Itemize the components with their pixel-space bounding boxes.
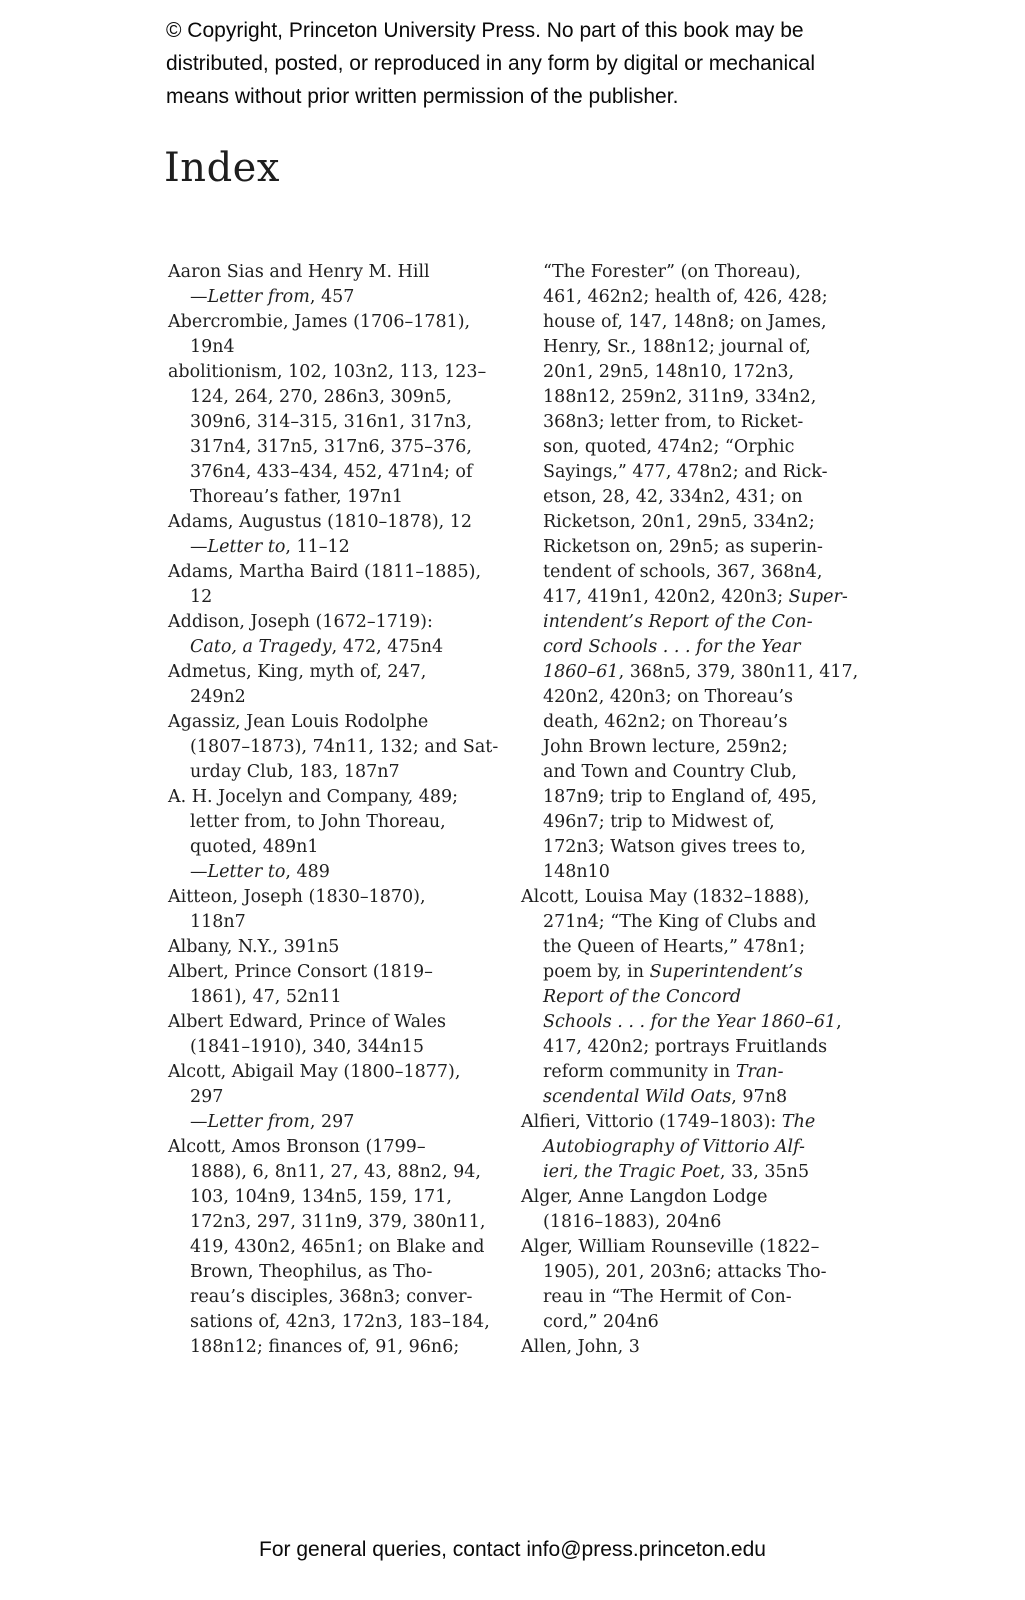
index-text: Aitteon, Joseph (1830–1870), (168, 887, 426, 907)
index-line (521, 1235, 891, 1260)
index-text: Alcott, Abigail May (1800–1877), (168, 1062, 461, 1082)
index-text: 187n9; trip to England of, 495, (543, 787, 817, 807)
index-line (168, 410, 508, 435)
index-text-italic: Letter from (207, 1112, 310, 1132)
index-line (168, 385, 508, 410)
index-line (168, 1310, 508, 1335)
index-line (168, 610, 508, 635)
index-text: sations of, 42n3, 172n3, 183–184, (190, 1312, 490, 1332)
index-text-italic: Report of the Concord (543, 987, 742, 1007)
index-text: Abercrombie, James (1706–1781), (168, 312, 471, 332)
index-text: A. H. Jocelyn and Company, 489; (168, 787, 459, 807)
index-text: Ricketson on, 29n5; as superin- (543, 537, 823, 557)
index-text: son, quoted, 474n2; “Orphic (543, 437, 795, 457)
index-line (168, 635, 508, 660)
index-text-italic: Cato, a Tragedy (190, 637, 332, 657)
index-line (521, 835, 891, 860)
index-line (168, 1235, 508, 1260)
index-text-italic: Superintendent’s (649, 962, 803, 982)
index-text: house of, 147, 148n8; on James, (543, 312, 827, 332)
index-line (168, 310, 508, 335)
index-line (521, 1160, 891, 1185)
index-text: , 297 (309, 1112, 355, 1132)
index-line (168, 710, 508, 735)
index-line (168, 360, 508, 385)
index-text: reform community in (543, 1062, 736, 1082)
index-line (168, 460, 508, 485)
copyright-line: means without prior written permission of the publisher. (166, 85, 679, 108)
index-text: , 489 (285, 862, 330, 882)
index-line (521, 335, 891, 360)
index-text-italic: Tran- (735, 1062, 784, 1082)
index-text: 172n3; Watson gives trees to, (543, 837, 806, 857)
index-line (521, 435, 891, 460)
index-text: 188n12; finances of, 91, 96n6; (190, 1337, 460, 1357)
index-line (521, 1310, 891, 1335)
index-text: Agassiz, Jean Louis Rodolphe (168, 712, 429, 732)
index-text: and Town and Country Club, (543, 762, 797, 782)
index-line (521, 1285, 891, 1310)
index-text: — (190, 862, 208, 882)
index-text: death, 462n2; on Thoreau’s (543, 712, 788, 732)
index-text: (1807–1873), 74n11, 132; and Sat- (190, 737, 499, 757)
index-text-italic: Letter to (207, 862, 286, 882)
index-line (521, 410, 891, 435)
index-line (168, 885, 508, 910)
index-text: Aaron Sias and Henry M. Hill (168, 262, 430, 282)
index-line (521, 610, 891, 635)
index-text: Thoreau’s father, 197n1 (190, 487, 403, 507)
index-text: 317n4, 317n5, 317n6, 375–376, (190, 437, 472, 457)
index-text: , 457 (309, 287, 355, 307)
copyright-notice (166, 14, 815, 113)
index-line (168, 735, 508, 760)
index-line (521, 860, 891, 885)
index-line (521, 760, 891, 785)
index-text: 1861), 47, 52n11 (190, 987, 342, 1007)
index-line (521, 1060, 891, 1085)
index-line (168, 935, 508, 960)
index-text: 496n7; trip to Midwest of, (543, 812, 775, 832)
index-line (168, 1110, 508, 1135)
index-text: cord,” 204n6 (543, 1312, 659, 1332)
index-line (168, 1085, 508, 1110)
index-line (168, 1185, 508, 1210)
index-text: Alger, William Rounseville (1822– (521, 1237, 820, 1257)
index-text: tendent of schools, 367, 368n4, (543, 562, 823, 582)
index-text: , (836, 1012, 842, 1032)
index-line (168, 485, 508, 510)
index-line (168, 1060, 508, 1085)
index-line (521, 985, 891, 1010)
index-line (168, 560, 508, 585)
index-text-italic: The (781, 1112, 816, 1132)
index-line (521, 385, 891, 410)
index-column-right (521, 260, 891, 1360)
index-text: urday Club, 183, 187n7 (190, 762, 400, 782)
index-line (521, 1335, 891, 1360)
index-text: 420n2, 420n3; on Thoreau’s (543, 687, 794, 707)
index-text: Admetus, King, myth of, 247, (168, 662, 427, 682)
index-text: (1841–1910), 340, 344n15 (190, 1037, 425, 1057)
index-text: Alcott, Louisa May (1832–1888), (521, 887, 810, 907)
index-text: Albany, N.Y., 391n5 (168, 937, 340, 957)
index-line (521, 1185, 891, 1210)
index-text: the Queen of Hearts,” 478n1; (543, 937, 806, 957)
index-line (521, 1085, 891, 1110)
index-text: 1905), 201, 203n6; attacks Tho- (543, 1262, 827, 1282)
index-line (168, 685, 508, 710)
index-text: Henry, Sr., 188n12; journal of, (543, 337, 811, 357)
index-line (168, 910, 508, 935)
index-line (168, 1135, 508, 1160)
index-text-italic: cord Schools . . . for the Year (543, 637, 801, 657)
copyright-line: distributed, posted, or reproduced in any form by digital or mechanical (166, 52, 816, 75)
index-line (521, 1260, 891, 1285)
index-text: 297 (190, 1087, 224, 1107)
index-text: , 11–12 (285, 537, 350, 557)
index-text-italic: Schools . . . for the Year 1860–61 (543, 1012, 837, 1032)
index-line (168, 1260, 508, 1285)
index-text: Sayings,” 477, 478n2; and Rick- (543, 462, 828, 482)
index-line (521, 1135, 891, 1160)
index-line (521, 685, 891, 710)
index-text: Alcott, Amos Bronson (1799– (168, 1137, 426, 1157)
index-text: 461, 462n2; health of, 426, 428; (543, 287, 828, 307)
index-line (521, 960, 891, 985)
index-text-italic: scendental Wild Oats (543, 1087, 732, 1107)
index-line (168, 535, 508, 560)
index-text-italic: intendent’s Report of the Con- (543, 612, 813, 632)
index-line (521, 785, 891, 810)
index-line (521, 660, 891, 685)
index-line (168, 1335, 508, 1360)
index-text: 1888), 6, 8n11, 27, 43, 88n2, 94, (190, 1162, 481, 1182)
index-text-italic: 1860–61 (543, 662, 619, 682)
index-line (521, 260, 891, 285)
index-text: 20n1, 29n5, 148n10, 172n3, (543, 362, 795, 382)
index-line (521, 810, 891, 835)
index-text: 124, 264, 270, 286n3, 309n5, (190, 387, 452, 407)
index-text: Adams, Augustus (1810–1878), 12 (168, 512, 473, 532)
index-text-italic: Letter from (207, 287, 310, 307)
index-text: — (190, 1112, 208, 1132)
index-text: Addison, Joseph (1672–1719): (168, 612, 433, 632)
index-line (521, 585, 891, 610)
footer-contact-text: For general queries, contact info@press.princeton.edu (259, 1538, 766, 1561)
index-text: 19n4 (190, 337, 235, 357)
index-text: 12 (190, 587, 213, 607)
index-text: Albert, Prince Consort (1819– (168, 962, 433, 982)
index-text: “The Forester” (on Thoreau), (543, 262, 801, 282)
index-line (168, 1210, 508, 1235)
index-line (168, 1035, 508, 1060)
index-line (521, 1110, 891, 1135)
index-text: , 472, 475n4 (331, 637, 444, 657)
index-text: 271n4; “The King of Clubs and (543, 912, 817, 932)
index-text: 188n12, 259n2, 311n9, 334n2, (543, 387, 817, 407)
index-text: — (190, 537, 208, 557)
index-line (168, 435, 508, 460)
index-line (521, 535, 891, 560)
index-line (521, 735, 891, 760)
index-text: abolitionism, 102, 103n2, 113, 123– (168, 362, 487, 382)
index-text: — (190, 287, 208, 307)
index-text: etson, 28, 42, 334n2, 431; on (543, 487, 803, 507)
copyright-line: © Copyright, Princeton University Press. No part of this book may be (166, 19, 804, 42)
index-line (168, 785, 508, 810)
index-text-italic: ieri, the Tragic Poet (543, 1162, 720, 1182)
index-text: Albert Edward, Prince of Wales (168, 1012, 446, 1032)
index-text: 249n2 (190, 687, 246, 707)
index-line (521, 1210, 891, 1235)
index-text: poem by, in (543, 962, 650, 982)
index-line (168, 810, 508, 835)
index-text: , 33, 35n5 (719, 1162, 810, 1182)
index-text: , 368n5, 379, 380n11, 417, (618, 662, 859, 682)
index-text: Allen, John, 3 (521, 1337, 640, 1357)
index-text-italic: Letter to (207, 537, 286, 557)
index-text: Alfieri, Vittorio (1749–1803): (521, 1112, 782, 1132)
index-line (521, 360, 891, 385)
index-line (521, 510, 891, 535)
index-text: Alger, Anne Langdon Lodge (521, 1187, 768, 1207)
index-line (521, 710, 891, 735)
index-line (521, 285, 891, 310)
index-text: 376n4, 433–434, 452, 471n4; of (190, 462, 473, 482)
index-text: Adams, Martha Baird (1811–1885), (168, 562, 482, 582)
page-title: Index (164, 145, 280, 191)
index-line (168, 260, 508, 285)
index-line (168, 285, 508, 310)
index-line (168, 1010, 508, 1035)
index-text: Brown, Theophilus, as Tho- (190, 1262, 433, 1282)
index-text: John Brown lecture, 259n2; (543, 737, 788, 757)
index-line (168, 585, 508, 610)
index-line (168, 660, 508, 685)
index-line (521, 935, 891, 960)
index-line (168, 835, 508, 860)
index-line (168, 760, 508, 785)
index-text: 148n10 (543, 862, 610, 882)
index-line (168, 1160, 508, 1185)
index-line (168, 1285, 508, 1310)
index-text: Ricketson, 20n1, 29n5, 334n2; (543, 512, 815, 532)
index-line (521, 910, 891, 935)
index-line (168, 335, 508, 360)
index-line (521, 885, 891, 910)
index-line (168, 510, 508, 535)
index-text-italic: Autobiography of Vittorio Alf- (543, 1137, 805, 1157)
index-line (521, 485, 891, 510)
index-line (168, 985, 508, 1010)
index-line (168, 860, 508, 885)
index-text: 309n6, 314–315, 316n1, 317n3, (190, 412, 472, 432)
index-text: 417, 419n1, 420n2, 420n3; (543, 587, 789, 607)
index-line (521, 1010, 891, 1035)
index-text: letter from, to John Thoreau, (190, 812, 446, 832)
index-text: quoted, 489n1 (190, 837, 319, 857)
index-line (521, 310, 891, 335)
index-text: 419, 430n2, 465n1; on Blake and (190, 1237, 485, 1257)
index-text-italic: Super- (788, 587, 848, 607)
index-text: 417, 420n2; portrays Fruitlands (543, 1037, 828, 1057)
index-text: reau’s disciples, 368n3; conver- (190, 1287, 473, 1307)
index-text: (1816–1883), 204n6 (543, 1212, 722, 1232)
index-text: reau in “The Hermit of Con- (543, 1287, 792, 1307)
index-column-left (168, 260, 508, 1360)
index-text: 118n7 (190, 912, 246, 932)
index-text: , 97n8 (731, 1087, 788, 1107)
index-line (521, 635, 891, 660)
index-line (521, 1035, 891, 1060)
index-text: 103, 104n9, 134n5, 159, 171, (190, 1187, 452, 1207)
index-text: 172n3, 297, 311n9, 379, 380n11, (190, 1212, 486, 1232)
index-line (521, 560, 891, 585)
index-line (168, 960, 508, 985)
index-text: 368n3; letter from, to Ricket- (543, 412, 804, 432)
index-line (521, 460, 891, 485)
